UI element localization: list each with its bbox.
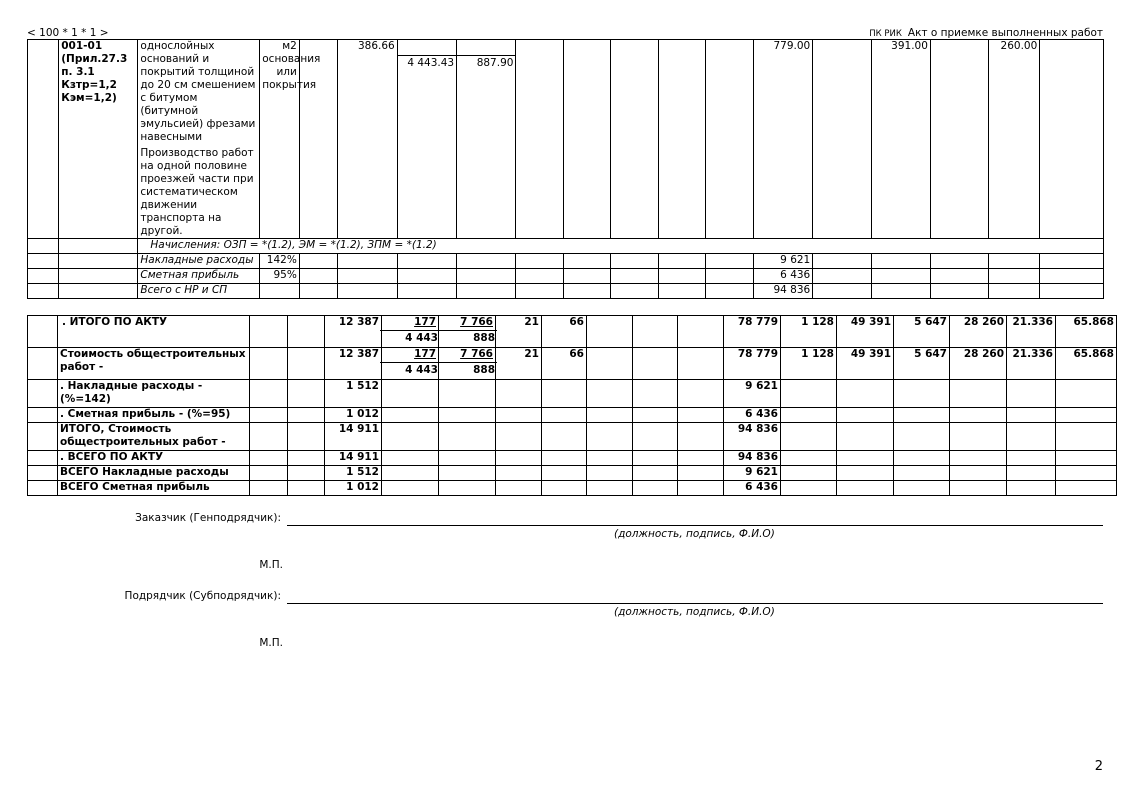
total-c14: 49 391 — [837, 348, 894, 380]
overhead-pct: 142% — [260, 254, 300, 269]
summary-c12: 6 436 — [724, 481, 781, 496]
item-price-wage: 887.90 — [457, 55, 515, 70]
summary-c12: 94 836 — [724, 423, 781, 451]
total-c16: 28 260 — [950, 316, 1007, 348]
item-wage-cell — [457, 40, 516, 239]
total-c13: 1 128 — [781, 316, 837, 348]
doc-reference: < 100 * 1 * 1 > — [27, 27, 109, 39]
act-title: Акт о приемке выполненных работ — [907, 27, 1103, 39]
summary-c6: 1 012 — [325, 481, 382, 496]
summary-label: ВСЕГО Сметная прибыль — [58, 481, 250, 496]
summary-c6: 14 911 — [325, 423, 382, 451]
total-c10: 66 — [542, 348, 587, 380]
summary-c12: 6 436 — [724, 408, 781, 423]
profit-row — [28, 269, 1104, 284]
total-c18: 65.868 — [1056, 348, 1117, 380]
item-code: 001-01 (Прил.27.3 п. 3.1 Кзтр=1,2 Кэм=1,2) — [59, 40, 138, 239]
summary-label: . Накладные расходы - (%=142) — [58, 380, 250, 408]
customer-label: Заказчик (Генподрядчик): — [135, 512, 281, 524]
item-cost-em: 391.00 — [871, 40, 930, 239]
program-label: ПК РИК — [869, 29, 902, 39]
contractor-signature-hint: (должность, подпись, Ф.И.О) — [614, 606, 775, 618]
total-c7b: 4 443 — [380, 362, 440, 377]
summary-label: ВСЕГО Накладные расходы — [58, 466, 250, 481]
total-c18: 65.868 — [1056, 316, 1117, 348]
total-c6: 12 387 — [325, 316, 382, 348]
total-label: Стоимость общестроительных работ - — [58, 348, 250, 380]
item-description-main: однослойных оснований и покрытий толщиной до 20 см смешением с битумом (битумной эмульсией) фрезами навесными — [140, 40, 256, 143]
total-c10: 66 — [542, 316, 587, 348]
item-cost-total: 779.00 — [753, 40, 812, 239]
total-c12: 78 779 — [724, 348, 781, 380]
total-row-general — [28, 348, 1117, 380]
total-c8: 7 766 — [460, 316, 493, 328]
total-c8: 7 766 — [460, 348, 493, 360]
total-c7: 177 — [414, 348, 436, 360]
item-description — [138, 40, 260, 239]
summary-c6: 1 512 — [325, 380, 382, 408]
item-price-em: 4 443.43 — [398, 55, 456, 70]
summary-row — [28, 451, 1117, 466]
total-c9: 21 — [496, 316, 542, 348]
accruals-text: Начисления: ОЗП = *(1.2), ЭМ = *(1.2), ЗПМ = *(1.2) — [138, 239, 1104, 254]
total-c7b: 4 443 — [380, 330, 440, 345]
total-c15: 5 647 — [894, 316, 950, 348]
profit-value: 6 436 — [753, 269, 812, 284]
item-em-cell — [397, 40, 456, 239]
page-number: 2 — [1094, 759, 1103, 774]
total-c13: 1 128 — [781, 348, 837, 380]
item-description-note: Производство работ на одной половине проезжей части при систематическом движении транспорта на другой. — [140, 147, 254, 237]
total-label: . ИТОГО ПО АКТУ — [58, 316, 250, 348]
summary-label: ИТОГО, Стоимость общестроительных работ - — [58, 423, 250, 451]
summary-row — [28, 423, 1117, 451]
summary-c12: 94 836 — [724, 451, 781, 466]
summary-c12: 9 621 — [724, 380, 781, 408]
doc-title — [869, 27, 1103, 39]
totals-table — [27, 315, 1117, 496]
total-c17: 21.336 — [1007, 348, 1056, 380]
contractor-stamp: М.П. — [259, 637, 283, 649]
accruals-row — [28, 239, 1104, 254]
summary-c6: 1 512 — [325, 466, 382, 481]
profit-pct: 95% — [260, 269, 300, 284]
total-c8b: 888 — [437, 330, 497, 345]
overhead-value: 9 621 — [753, 254, 812, 269]
overhead-label: Накладные расходы — [138, 254, 260, 269]
customer-signature-hint: (должность, подпись, Ф.И.О) — [614, 528, 775, 540]
total-c8b: 888 — [437, 362, 497, 377]
item-price-total: 386.66 — [338, 40, 397, 239]
with-np-sp-row — [28, 284, 1104, 299]
summary-label: . Сметная прибыль - (%=95) — [58, 408, 250, 423]
summary-label: . ВСЕГО ПО АКТУ — [58, 451, 250, 466]
profit-label: Сметная прибыль — [138, 269, 260, 284]
item-unit: м2 основания или покрытия — [260, 40, 300, 239]
item-row — [28, 40, 1104, 239]
with-np-sp-value: 94 836 — [753, 284, 812, 299]
summary-row — [28, 466, 1117, 481]
customer-signature-line — [287, 525, 1103, 526]
summary-c6: 1 012 — [325, 408, 382, 423]
total-c17: 21.336 — [1007, 316, 1056, 348]
total-c6: 12 387 — [325, 348, 382, 380]
total-c16: 28 260 — [950, 348, 1007, 380]
total-c9: 21 — [496, 348, 542, 380]
total-c15: 5 647 — [894, 348, 950, 380]
overhead-row — [28, 254, 1104, 269]
estimate-table — [27, 39, 1104, 299]
customer-stamp: М.П. — [259, 559, 283, 571]
total-row-act — [28, 316, 1117, 348]
summary-c12: 9 621 — [724, 466, 781, 481]
total-c14: 49 391 — [837, 316, 894, 348]
total-c7: 177 — [414, 316, 436, 328]
with-np-sp-label: Всего с НР и СП — [138, 284, 260, 299]
summary-row — [28, 408, 1117, 423]
summary-c6: 14 911 — [325, 451, 382, 466]
summary-row — [28, 380, 1117, 408]
contractor-label: Подрядчик (Субподрядчик): — [124, 590, 281, 602]
total-c12: 78 779 — [724, 316, 781, 348]
summary-row — [28, 481, 1117, 496]
contractor-signature-line — [287, 603, 1103, 604]
item-cost-wage: 260.00 — [989, 40, 1040, 239]
